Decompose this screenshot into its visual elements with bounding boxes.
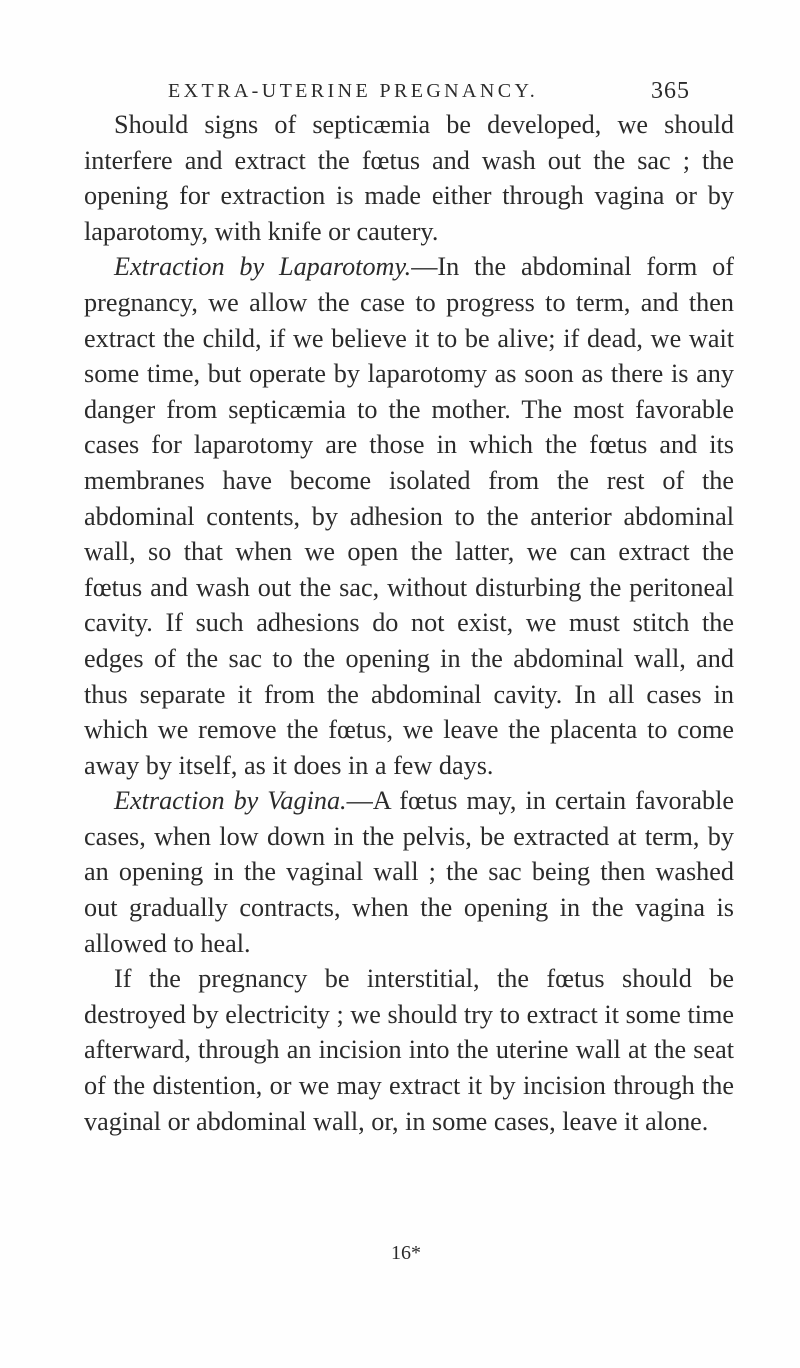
paragraph-lead: Extraction by Laparotomy. [114,252,412,282]
signature-mark: 16* [391,1242,421,1264]
running-head: EXTRA-UTERINE PREGNANCY. [168,80,539,102]
paragraph-lead: Extraction by Vagina. [114,786,347,816]
body-text [84,107,734,1139]
paragraph-text: —A fœtus may, in certain favorable cases, when low down in the pelvis, be extracted at term, by an opening in the vaginal wall ; the sac being then washed out gradually contracts, when the opening in the vagina is allowed to heal. [84,786,734,958]
page-number: 365 [651,78,690,104]
paragraph-laparotomy [84,249,734,783]
paragraph-text: If the pregnancy be interstitial, the fœtus should be destroyed by electricity ; we should try to extract it some time afterward, through an incision into the uterine wall at the seat of the distention, or we may extract it by incision through the vaginal or abdominal wall, or, in some cases, leave it alone. [84,964,734,1136]
paragraph-vagina [84,783,734,961]
paragraph-text: —In the abdominal form of pregnancy, we allow the case to progress to term, and then extract the child, if we believe it to be alive; if dead, we wait some time, but operate by laparotomy as soon as there is any danger from septicæmia to the mother. The most favorable cases for laparotomy are those in which the fœtus and its membranes have become isolated from the rest of the abdominal contents, by adhesion to the anterior abdominal wall, so that when we open the latter, we can extract the fœtus and wash out the sac, without disturbing the peritoneal cavity. If such adhesions do not exist, we must stitch the edges of the sac to the opening in the abdominal wall, and thus separate it from the abdominal cavity. In all cases in which we remove the fœtus, we leave the placenta to come away by itself, as it does in a few days. [84,252,734,780]
paragraph-septicaemia [84,107,734,249]
paragraph-text: Should signs of septicæmia be developed, we should interfere and extract the fœtus and wash out the sac ; the opening for extraction is made either through vagina or by laparotomy, with knife or cautery. [84,110,734,246]
paragraph-interstitial [84,961,734,1139]
